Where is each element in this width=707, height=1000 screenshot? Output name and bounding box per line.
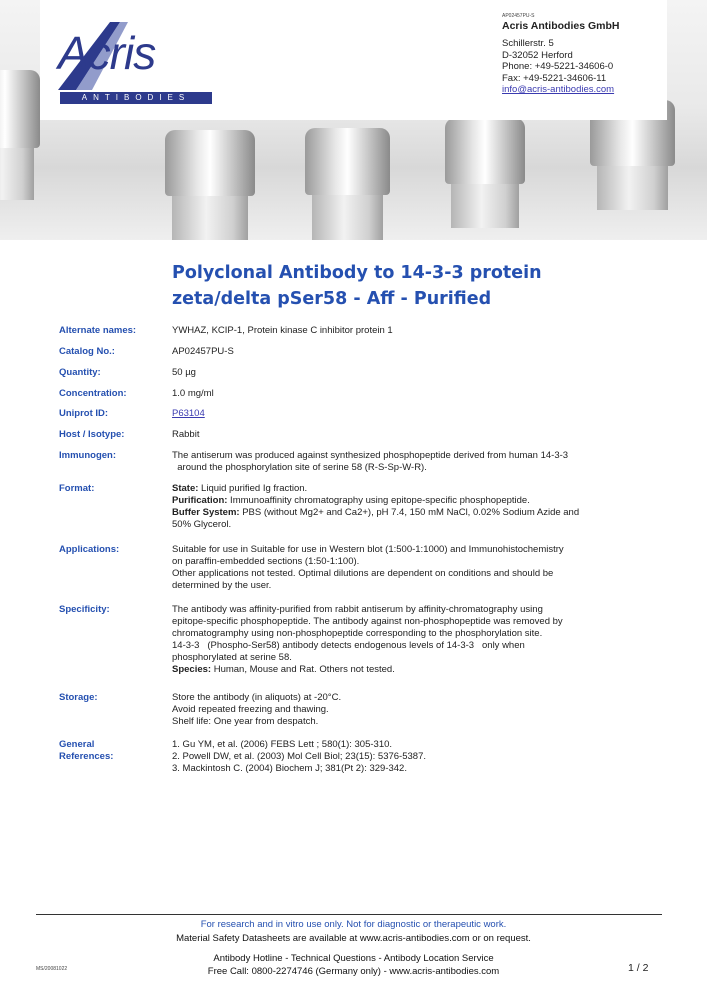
species-label: Species: xyxy=(172,664,212,675)
field-label: Immunogen: xyxy=(59,450,116,461)
field-value: The antiserum was produced against synthesized phosphopeptide derived from human 14-3-3 xyxy=(172,450,569,461)
purification-value: Immunoaffinity chromatography using epitope-specific phosphopeptide. xyxy=(227,495,530,506)
footer-divider xyxy=(36,914,662,915)
field-label: Quantity: xyxy=(59,367,101,378)
title-line: zeta/delta pSer58 - Aff - Purified xyxy=(172,289,492,309)
form-code: MS/20081022 xyxy=(36,966,68,972)
vial-image xyxy=(165,130,255,240)
field-value: Store the antibody (in aliquots) at -20°C. xyxy=(172,692,342,703)
address-line: D-32052 Herford xyxy=(502,49,573,61)
field-value: 14-3-3 (Phospho-Ser58) antibody detects endogenous levels of 14-3-3 only when xyxy=(172,640,525,651)
field-value: 1.0 mg/ml xyxy=(172,388,214,399)
buffer-value: PBS (without Mg2+ and Ca2+), pH 7.4, 150 mM NaCl, 0.02% Sodium Azide and xyxy=(239,507,580,518)
field-value: Shelf life: One year from despatch. xyxy=(172,716,319,727)
field-value: AP02457PU-S xyxy=(172,346,234,357)
field-value: Suitable for use in Suitable for use in Western blot (1:500-1:1000) and Immunohistochemistry xyxy=(172,544,564,555)
buffer-label: Buffer System: xyxy=(172,507,240,518)
field-label: Uniprot ID: xyxy=(59,408,109,419)
field-value: Rabbit xyxy=(172,429,200,440)
field-label: Concentration: xyxy=(59,388,127,399)
field-value: on paraffin-embedded sections (1:50-1:100). xyxy=(172,556,360,567)
field-label: Applications: xyxy=(59,544,120,555)
field-value: Avoid repeated freezing and thawing. xyxy=(172,704,329,715)
buffer-value-continued: 50% Glycerol. xyxy=(172,519,232,530)
field-value: epitope-specific phosphopeptide. The antibody against non-phosphopeptide was removed by xyxy=(172,616,563,627)
vial-image xyxy=(445,118,525,228)
uniprot-link[interactable]: P63104 xyxy=(172,408,205,419)
field-label: Storage: xyxy=(59,692,98,703)
title-line: Polyclonal Antibody to 14-3-3 protein xyxy=(172,263,542,283)
field-value: chromatogramphy using non-phosphopeptide corresponding to the phosphorylation site. xyxy=(172,628,543,639)
purification-label: Purification: xyxy=(172,495,228,506)
contact-block xyxy=(502,12,619,96)
reference-item: 2. Powell DW, et al. (2003) Mol Cell Biol; 23(15): 5376-5387. xyxy=(172,751,426,762)
field-label: Catalog No.: xyxy=(59,346,115,357)
field-label: General xyxy=(59,739,95,750)
hotline-text: Antibody Hotline - Technical Questions - Antibody Location Service xyxy=(213,953,494,964)
field-value: The antibody was affinity-purified from rabbit antiserum by affinity-chromatography using xyxy=(172,604,543,615)
msds-notice: Material Safety Datasheets are available at www.acris-antibodies.com or on request. xyxy=(176,933,531,944)
fax-line: Fax: +49-5221-34606-11 xyxy=(502,72,607,84)
logo-wordmark: Acris xyxy=(58,27,156,79)
reference-item: 3. Mackintosh C. (2004) Biochem J; 381(Pt 2): 329-342. xyxy=(172,763,407,774)
logo-subtitle: ANTIBODIES xyxy=(60,92,212,104)
address-line: Schillerstr. 5 xyxy=(502,38,554,49)
field-label: References: xyxy=(59,751,114,762)
page-title xyxy=(172,260,652,312)
field-label: Host / Isotype: xyxy=(59,429,125,440)
field-label: Specificity: xyxy=(59,604,110,615)
field-value: phosphorylated at serine 58. xyxy=(172,652,292,663)
field-label: Format: xyxy=(59,483,95,494)
vial-image xyxy=(305,128,390,240)
field-value: 50 µg xyxy=(172,367,196,378)
email-link[interactable]: info@acris-antibodies.com xyxy=(502,84,615,95)
species-value: Human, Mouse and Rat. Others not tested. xyxy=(211,664,395,675)
field-value: YWHAZ, KCIP-1, Protein kinase C inhibitor protein 1 xyxy=(172,325,393,336)
state-value: Liquid purified Ig fraction. xyxy=(198,483,308,494)
field-value: determined by the user. xyxy=(172,580,272,591)
free-call-text: Free Call: 0800-2274746 (Germany only) - www.acris-antibodies.com xyxy=(207,966,500,977)
phone-line: Phone: +49-5221-34606-0 xyxy=(502,61,614,72)
vial-image xyxy=(0,70,40,200)
field-value: around the phosphorylation site of serine 58 (R-S-Sp-W-R). xyxy=(172,462,427,473)
field-value: Other applications not tested. Optimal dilutions are dependent on conditions and should be xyxy=(172,568,554,579)
page-number: 1 / 2 xyxy=(628,962,649,974)
doc-reference: AP02457PU-S xyxy=(502,13,535,19)
company-name: Acris Antibodies GmbH xyxy=(502,20,620,32)
research-only-notice: For research and in vitro use only. Not for diagnostic or therapeutic work. xyxy=(200,919,507,930)
header-banner xyxy=(0,0,707,240)
state-label: State: xyxy=(172,483,199,494)
reference-item: 1. Gu YM, et al. (2006) FEBS Lett ; 580(1): 305-310. xyxy=(172,739,393,750)
field-label: Alternate names: xyxy=(59,325,137,336)
